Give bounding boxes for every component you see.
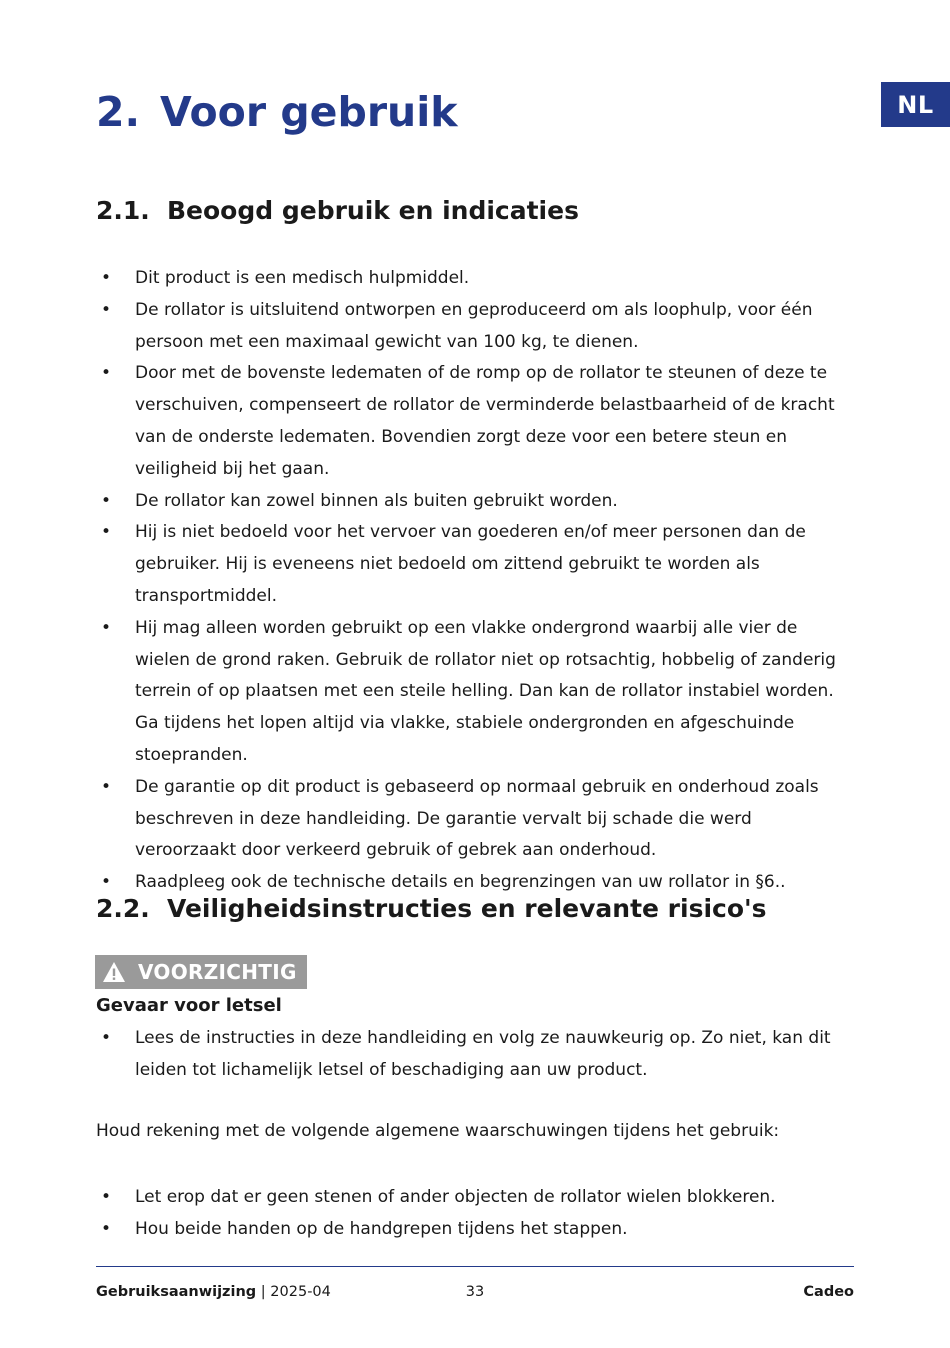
warnings-intro: Houd rekening met de volgende algemene waarschuwingen tijdens het gebruik: <box>96 1121 780 1141</box>
footer-divider <box>96 1266 854 1267</box>
caution-banner <box>95 955 307 989</box>
warnings-list <box>96 1182 856 1246</box>
danger-title: Gevaar voor letsel <box>96 995 282 1016</box>
list-item: • De garantie op dit product is gebaseerd op normaal gebruik en onderhoud zoals beschreven in deze handleiding. De garantie vervalt bij schade die werd veroorzaakt door verkeerd gebruik of gebrek aan onderhoud. <box>96 772 856 867</box>
list-item: • Hou beide handen op de handgrepen tijdens het stappen. <box>96 1214 856 1246</box>
section-number: 2.2. <box>96 894 150 923</box>
list-item: • Raadpleeg ook de technische details en begrenzingen van uw rollator in §6.. <box>96 867 856 899</box>
list-item: • De rollator kan zowel binnen als buiten gebruikt worden. <box>96 486 856 518</box>
chapter-title <box>96 88 458 136</box>
section-heading-2-1 <box>96 196 579 225</box>
caution-label: VOORZICHTIG <box>138 960 297 984</box>
section-number: 2.1. <box>96 196 150 225</box>
warning-triangle-icon <box>102 961 126 983</box>
list-item: • De rollator is uitsluitend ontworpen en geproduceerd om als loophulp, voor één persoon met een maximaal gewicht van 100 kg, te dienen. <box>96 295 856 359</box>
list-item: • Dit product is een medisch hulpmiddel. <box>96 263 856 295</box>
section-heading-2-2 <box>96 894 767 923</box>
footer-separator: | <box>260 1284 266 1300</box>
list-item: • Door met de bovenste ledematen of de romp op de rollator te steunen of deze te verschuiven, compenseert de rollator de verminderde belastbaarheid of de kracht van de onderste ledematen. Bovendien zorgt deze voor een betere steun en veiligheid bij het gaan. <box>96 358 856 485</box>
chapter-number: 2. <box>96 88 141 136</box>
footer-brand: Cadeo <box>803 1284 854 1300</box>
page-number: 33 <box>465 1284 485 1300</box>
chapter-title-text: Voor gebruik <box>160 88 458 136</box>
list-item: • Hij mag alleen worden gebruikt op een vlakke ondergrond waarbij alle vier de wielen de grond raken. Gebruik de rollator niet op rotsachtig, hobbelig of zanderig terrein of op plaatsen met een steile helling. Dan kan de rollator instabiel worden. Ga tijdens het lopen altijd via vlakke, stabiele ondergronden en afgeschuinde stoepranden. <box>96 613 856 772</box>
footer-doc-title: Gebruiksaanwijzing <box>96 1284 257 1300</box>
language-tab: NL <box>881 82 950 127</box>
list-item: • Lees de instructies in deze handleiding en volg ze nauwkeurig op. Zo niet, kan dit leiden tot lichamelijk letsel of beschadiging aan uw product. <box>96 1023 856 1087</box>
danger-list <box>96 1023 856 1087</box>
list-item: • Let erop dat er geen stenen of ander objecten de rollator wielen blokkeren. <box>96 1182 856 1214</box>
section-title: Beoogd gebruik en indicaties <box>167 196 579 225</box>
section-title: Veiligheidsinstructies en relevante risico's <box>167 894 767 923</box>
footer-date: 2025-04 <box>270 1284 331 1300</box>
list-item: • Hij is niet bedoeld voor het vervoer van goederen en/of meer personen dan de gebruiker. Hij is eveneens niet bedoeld om zittend gebruikt te worden als transportmiddel. <box>96 517 856 612</box>
indications-list <box>96 263 856 899</box>
